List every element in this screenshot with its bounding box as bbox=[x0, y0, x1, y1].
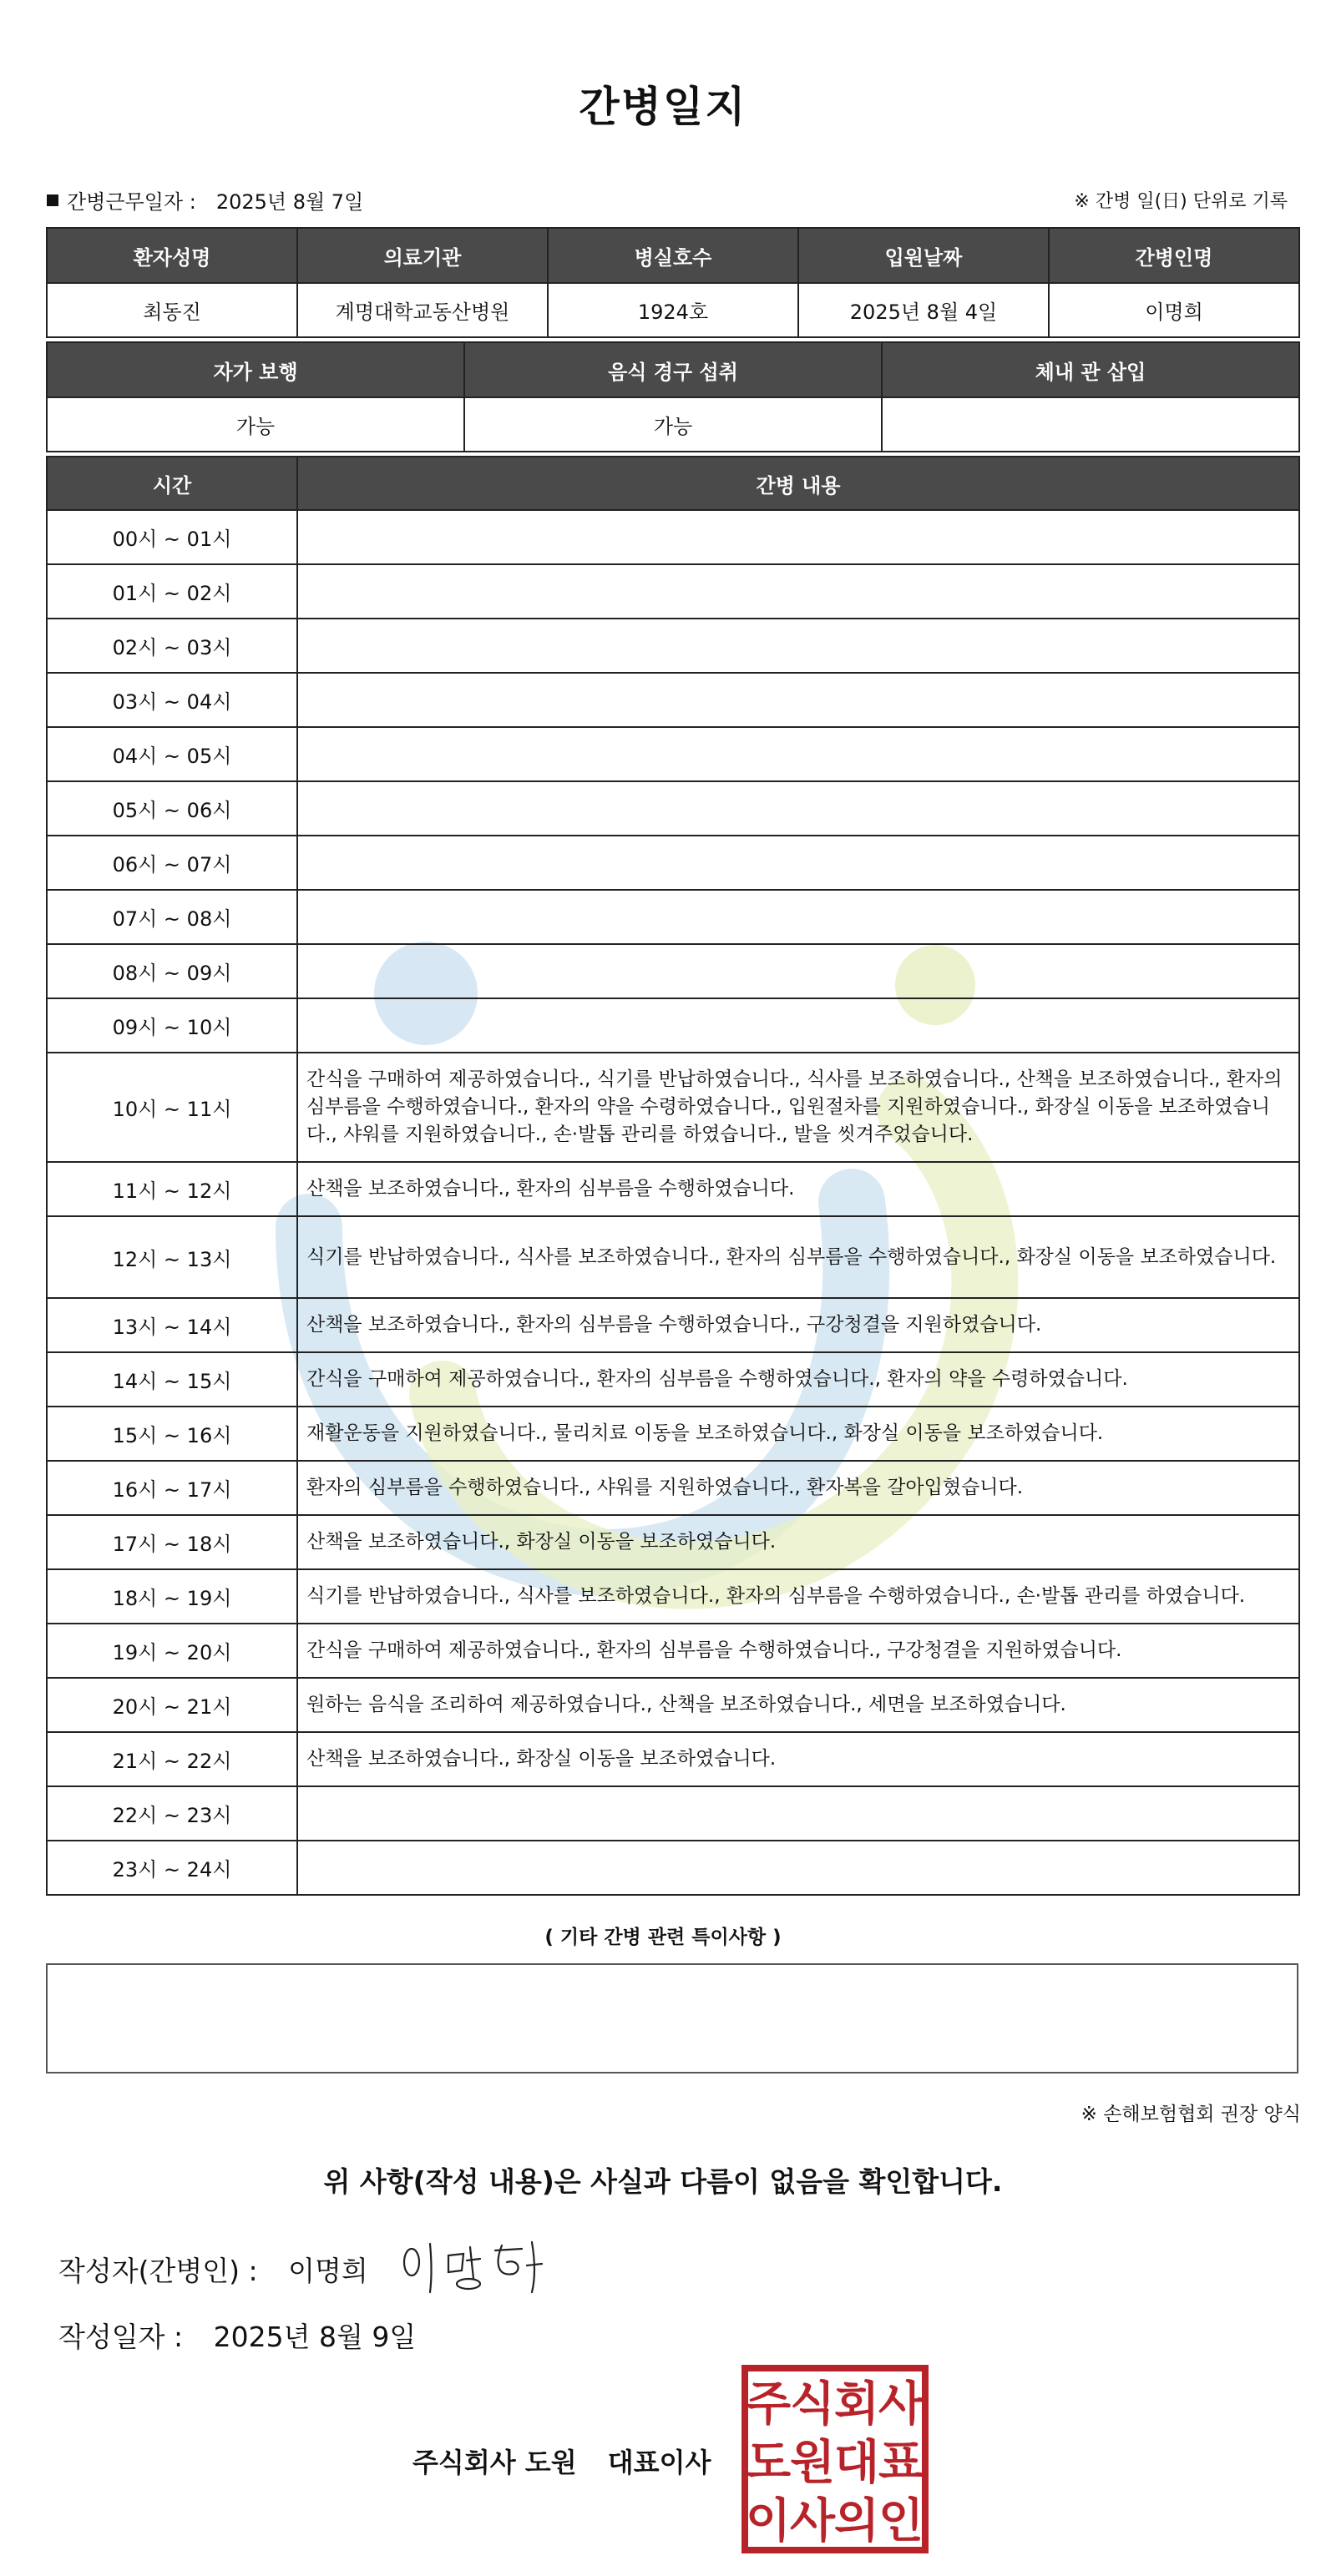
insurance-note: ※ 손해보험협회 권장 양식 bbox=[1081, 2104, 1301, 2125]
time-cell: 19시 ~ 20시 bbox=[47, 1624, 297, 1678]
time-cell: 04시 ~ 05시 bbox=[47, 727, 297, 781]
table-row bbox=[47, 1162, 1299, 1216]
care-content-cell bbox=[297, 1841, 1299, 1895]
table-row bbox=[47, 1841, 1299, 1895]
table-row bbox=[47, 1732, 1299, 1786]
seal-char: 사 bbox=[789, 2494, 836, 2548]
tube-insertion-value bbox=[882, 397, 1299, 452]
table-row bbox=[47, 1515, 1299, 1569]
table-row bbox=[47, 673, 1299, 727]
time-cell: 20시 ~ 21시 bbox=[47, 1678, 297, 1732]
seal-char: 도 bbox=[745, 2436, 792, 2490]
time-cell: 14시 ~ 15시 bbox=[47, 1352, 297, 1407]
table-row bbox=[47, 1786, 1299, 1841]
care-content-cell bbox=[297, 619, 1299, 673]
table-row bbox=[47, 1216, 1299, 1298]
care-content-cell: 환자의 심부름을 수행하였습니다., 샤워를 지원하였습니다., 환자복을 갈아입혔습니다. bbox=[297, 1461, 1299, 1515]
confirmation-statement: 위 사항(작성 내용)은 사실과 다름이 없음을 확인합니다. bbox=[323, 2165, 1003, 2198]
care-content-cell: 산책을 보조하였습니다., 화장실 이동을 보조하였습니다. bbox=[297, 1515, 1299, 1569]
care-content-cell bbox=[297, 836, 1299, 890]
time-cell: 23시 ~ 24시 bbox=[47, 1841, 297, 1895]
bullet-square-icon bbox=[47, 194, 58, 206]
company-ceo: 대표이사 bbox=[607, 2447, 711, 2478]
work-date-value: 2025년 8월 7일 bbox=[215, 190, 364, 214]
seal-char: 식 bbox=[789, 2377, 836, 2432]
care-content-cell: 산책을 보조하였습니다., 환자의 심부름을 수행하였습니다., 구강청결을 지원하였습니다. bbox=[297, 1298, 1299, 1352]
table-row bbox=[47, 998, 1299, 1053]
time-cell: 11시 ~ 12시 bbox=[47, 1162, 297, 1216]
time-cell: 06시 ~ 07시 bbox=[47, 836, 297, 890]
header-room: 병실호수 bbox=[548, 228, 798, 283]
writer-row bbox=[58, 2250, 368, 2289]
table-row bbox=[47, 510, 1299, 564]
table-row bbox=[47, 1298, 1299, 1352]
written-date-label: 작성일자 : bbox=[58, 2321, 184, 2353]
self-walking-value: 가능 bbox=[47, 397, 464, 452]
handwritten-signature bbox=[397, 2237, 555, 2296]
patient-name: 최동진 bbox=[47, 283, 297, 337]
seal-char: 대 bbox=[833, 2436, 880, 2490]
header-caregiver-name: 간병인명 bbox=[1049, 228, 1299, 283]
table-row bbox=[47, 1407, 1299, 1461]
patient-info-table bbox=[46, 227, 1300, 338]
table-row bbox=[47, 1678, 1299, 1732]
time-cell: 22시 ~ 23시 bbox=[47, 1786, 297, 1841]
document-title: 간병일지 bbox=[579, 83, 747, 131]
care-log-body bbox=[47, 510, 1299, 1895]
table-row bbox=[47, 1569, 1299, 1624]
time-cell: 02시 ~ 03시 bbox=[47, 619, 297, 673]
time-cell: 03시 ~ 04시 bbox=[47, 673, 297, 727]
seal-char: 표 bbox=[878, 2436, 924, 2490]
time-cell: 09시 ~ 10시 bbox=[47, 998, 297, 1053]
caregiver-name: 이명희 bbox=[1049, 283, 1299, 337]
time-cell: 16시 ~ 17시 bbox=[47, 1461, 297, 1515]
table-row bbox=[47, 836, 1299, 890]
company-name: 주식회사 도원 bbox=[412, 2447, 577, 2478]
table-row bbox=[47, 1461, 1299, 1515]
notes-box bbox=[46, 1963, 1298, 2073]
header-tube-insertion: 체내 관 삽입 bbox=[882, 342, 1299, 397]
ability-table bbox=[46, 341, 1300, 452]
header-care-content: 간병 내용 bbox=[297, 457, 1299, 510]
care-content-cell bbox=[297, 1786, 1299, 1841]
seal-char: 의 bbox=[833, 2494, 880, 2548]
admission-date: 2025년 8월 4일 bbox=[798, 283, 1049, 337]
work-date-row bbox=[47, 185, 363, 215]
table-row bbox=[47, 1352, 1299, 1407]
table-row bbox=[47, 1053, 1299, 1162]
seal-char: 주 bbox=[745, 2377, 792, 2432]
care-content-cell: 원하는 음식을 조리하여 제공하였습니다., 산책을 보조하였습니다., 세면을 보조하였습니다. bbox=[297, 1678, 1299, 1732]
work-date-label: 간병근무일자 : bbox=[67, 190, 196, 214]
unit-note: ※ 간병 일(日) 단위로 기록 bbox=[1074, 191, 1288, 212]
time-cell: 17시 ~ 18시 bbox=[47, 1515, 297, 1569]
header-time: 시간 bbox=[47, 457, 297, 510]
care-content-cell: 재활운동을 지원하였습니다., 물리치료 이동을 보조하였습니다., 화장실 이동을 보조하였습니다. bbox=[297, 1407, 1299, 1461]
care-content-cell bbox=[297, 510, 1299, 564]
care-content-cell: 산책을 보조하였습니다., 화장실 이동을 보조하였습니다. bbox=[297, 1732, 1299, 1786]
seal-char: 회 bbox=[833, 2377, 880, 2432]
company-seal bbox=[741, 2365, 929, 2553]
seal-char: 인 bbox=[878, 2494, 924, 2548]
writer-label: 작성자(간병인) : bbox=[58, 2255, 258, 2287]
table-row bbox=[47, 781, 1299, 836]
care-content-cell: 간식을 구매하여 제공하였습니다., 환자의 심부름을 수행하였습니다., 구강청결을 지원하였습니다. bbox=[297, 1624, 1299, 1678]
header-self-walking: 자가 보행 bbox=[47, 342, 464, 397]
time-cell: 13시 ~ 14시 bbox=[47, 1298, 297, 1352]
care-content-cell: 간식을 구매하여 제공하였습니다., 환자의 심부름을 수행하였습니다., 환자의 약을 수령하였습니다. bbox=[297, 1352, 1299, 1407]
written-date-row bbox=[58, 2316, 416, 2355]
header-hospital: 의료기관 bbox=[297, 228, 548, 283]
care-content-cell bbox=[297, 727, 1299, 781]
seal-char: 원 bbox=[789, 2436, 836, 2490]
care-content-cell bbox=[297, 998, 1299, 1053]
time-cell: 07시 ~ 08시 bbox=[47, 890, 297, 944]
time-cell: 12시 ~ 13시 bbox=[47, 1216, 297, 1298]
header-patient-name: 환자성명 bbox=[47, 228, 297, 283]
time-cell: 01시 ~ 02시 bbox=[47, 564, 297, 619]
header-admission-date: 입원날짜 bbox=[798, 228, 1049, 283]
seal-char: 사 bbox=[878, 2377, 924, 2432]
table-row bbox=[47, 890, 1299, 944]
time-cell: 08시 ~ 09시 bbox=[47, 944, 297, 998]
time-cell: 18시 ~ 19시 bbox=[47, 1569, 297, 1624]
writer-name: 이명희 bbox=[288, 2255, 368, 2287]
table-row bbox=[47, 944, 1299, 998]
care-content-cell: 산책을 보조하였습니다., 환자의 심부름을 수행하였습니다. bbox=[297, 1162, 1299, 1216]
table-row bbox=[47, 1624, 1299, 1678]
care-content-cell bbox=[297, 564, 1299, 619]
header-oral-intake: 음식 경구 섭취 bbox=[464, 342, 882, 397]
care-content-cell: 간식을 구매하여 제공하였습니다., 식기를 반납하였습니다., 식사를 보조하였습니다., 산책을 보조하였습니다., 환자의 심부름을 수행하였습니다., 환자의 약을 수령하였습니다., 입원절차를 지원하였습니다., 화장실 이동을 보조하였습니다., 샤워를 지원하였습니다., 손·발톱 관리를 하였습니다., 발을 씻겨주었습니다. bbox=[297, 1053, 1299, 1162]
care-content-cell bbox=[297, 944, 1299, 998]
time-cell: 15시 ~ 16시 bbox=[47, 1407, 297, 1461]
care-log-table bbox=[46, 456, 1300, 1896]
time-cell: 05시 ~ 06시 bbox=[47, 781, 297, 836]
care-content-cell bbox=[297, 781, 1299, 836]
table-row bbox=[47, 564, 1299, 619]
notes-title: ( 기타 간병 관련 특이사항 ) bbox=[544, 1927, 782, 1948]
care-content-cell: 식기를 반납하였습니다., 식사를 보조하였습니다., 환자의 심부름을 수행하였습니다., 화장실 이동을 보조하였습니다. bbox=[297, 1216, 1299, 1298]
seal-char: 이 bbox=[745, 2494, 792, 2548]
table-row bbox=[47, 619, 1299, 673]
care-content-cell bbox=[297, 890, 1299, 944]
time-cell: 10시 ~ 11시 bbox=[47, 1053, 297, 1162]
oral-intake-value: 가능 bbox=[464, 397, 882, 452]
care-content-cell bbox=[297, 673, 1299, 727]
care-content-cell: 식기를 반납하였습니다., 식사를 보조하였습니다., 환자의 심부름을 수행하였습니다., 손·발톱 관리를 하였습니다. bbox=[297, 1569, 1299, 1624]
hospital-name: 계명대학교동산병원 bbox=[297, 283, 548, 337]
written-date-value: 2025년 8월 9일 bbox=[213, 2321, 417, 2353]
room-number: 1924호 bbox=[548, 283, 798, 337]
company-row bbox=[412, 2442, 711, 2480]
time-cell: 21시 ~ 22시 bbox=[47, 1732, 297, 1786]
time-cell: 00시 ~ 01시 bbox=[47, 510, 297, 564]
table-row bbox=[47, 727, 1299, 781]
